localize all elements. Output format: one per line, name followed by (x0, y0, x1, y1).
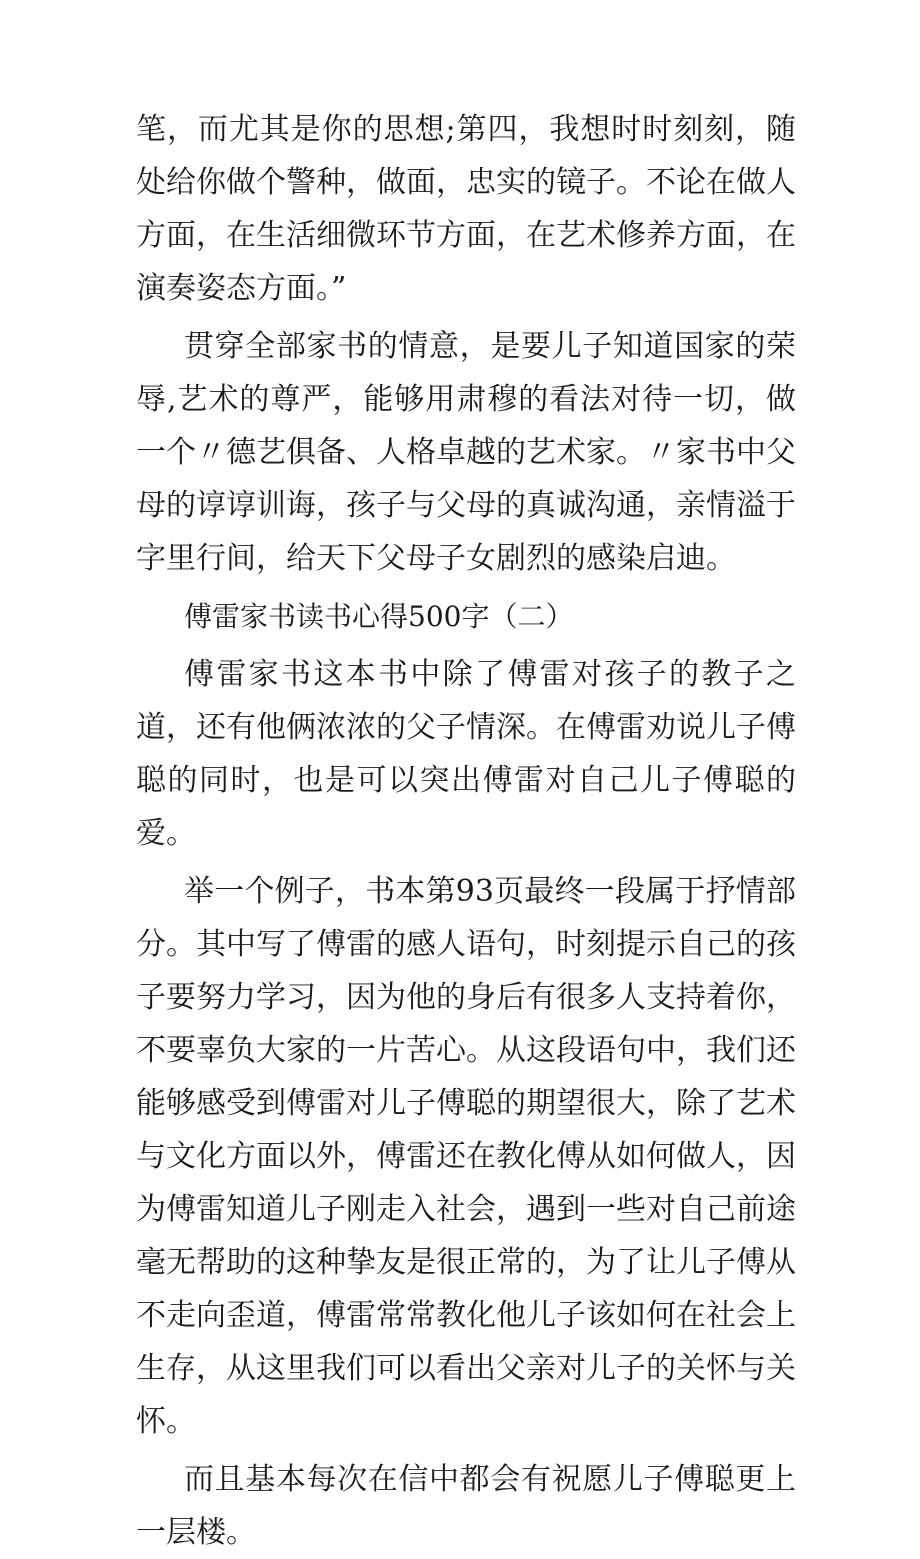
paragraph-letter-quote-end: 笔，而尤其是你的思想;第四，我想时时刻刻，随处给你做个警种，做面，忠实的镜子。不论在做人方面，在生活细微环节方面，在艺术修养方面，在演奏姿态方面。” (136, 112, 796, 306)
paragraph-blessing: 而且基本每次在信中都会有祝愿儿子傅聪更上一层楼。 (136, 1462, 796, 1550)
paragraph-father-son-bond: 傅雷家书这本书中除了傅雷对孩子的教子之道，还有他俩浓浓的父子情深。在傅雷劝说儿子傅聪的同时，也是可以突出傅雷对自己儿子傅聪的爱。 (136, 657, 796, 851)
paragraph-example-page-93: 举一个例子，书本第93页最终一段属于抒情部分。其中写了傅雷的感人语句，时刻提示自己的孩子要努力学习，因为他的身后有很多人支持着你，不要辜负大家的一片苦心。从这段语句中，我们还能够感受到傅雷对儿子傅聪的期望很大，除了艺术与文化方面以外，傅雷还在教化傅从如何做人，因为傅雷知道儿子刚走入社会，遇到一些对自己前途毫无帮助的这种挚友是很正常的，为了让儿子傅从不走向歪道，傅雷常常教化他儿子该如何在社会上生存，从这里我们可以看出父亲对儿子的关怀与关怀。 (136, 874, 796, 1439)
paragraph-letters-meaning: 贯穿全部家书的情意，是要儿子知道国家的荣辱,艺术的尊严，能够用肃穆的看法对待一切，做一个〃德艺俱备、人格卓越的艺术家。〃家书中父母的谆谆训诲，孩子与父母的真诚沟通，亲情溢于字里行间，给天下父母子女剧烈的感染启迪。 (136, 329, 796, 576)
section-heading: 傅雷家书读书心得500字（二） (184, 600, 574, 633)
document-body (136, 103, 796, 1559)
